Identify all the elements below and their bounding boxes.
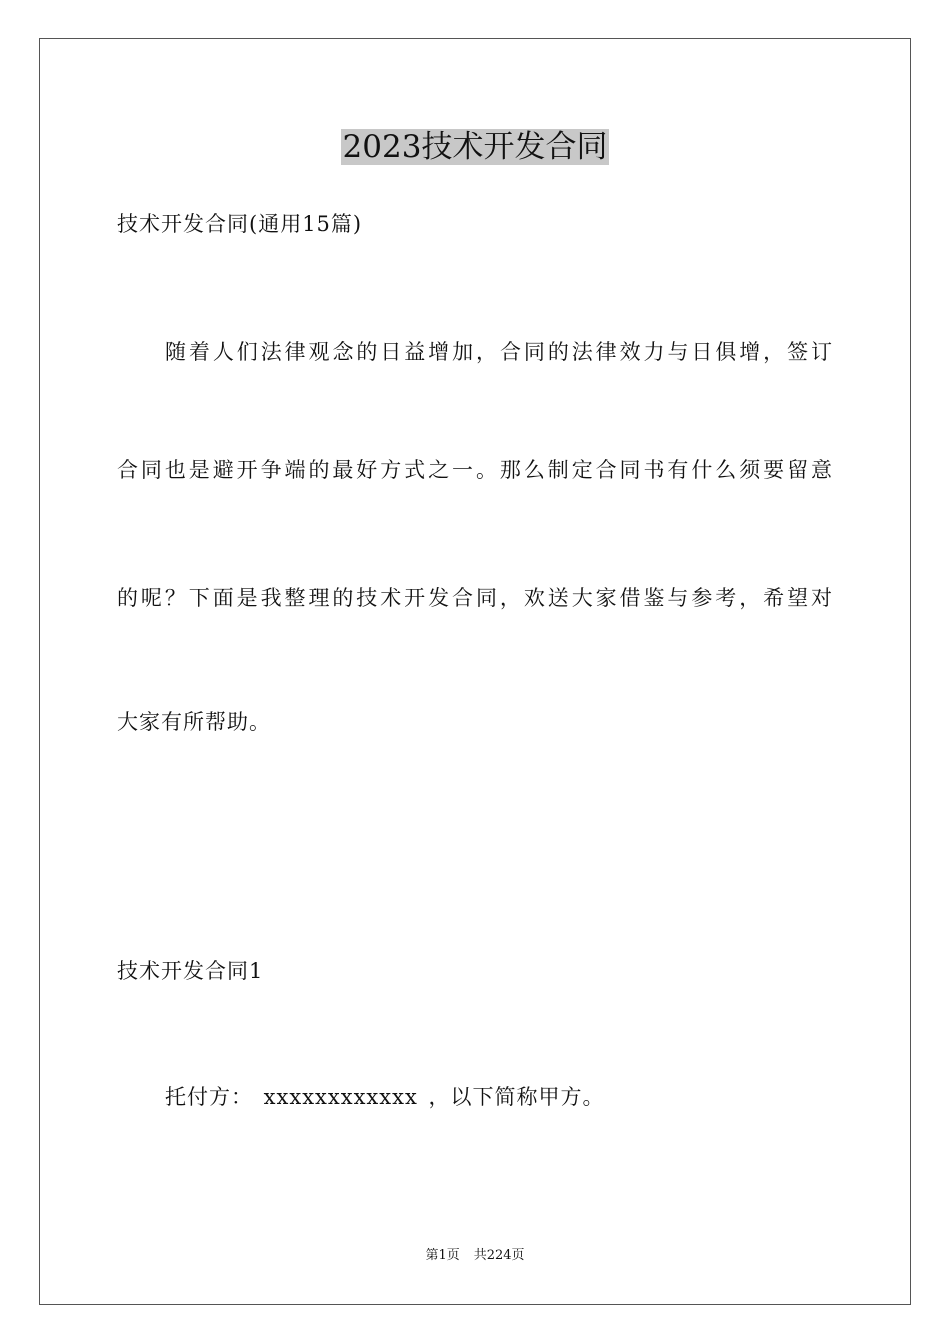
page-footer [0, 1247, 950, 1265]
section-heading: 技术开发合同1 [117, 959, 264, 983]
document-subtitle: 技术开发合同(通用15篇) [117, 212, 363, 236]
footer-page-current: 第1页 [425, 1248, 460, 1263]
document-title-text: 2023技术开发合同 [342, 129, 608, 165]
document-title [0, 127, 950, 167]
client-line: 托付方： xxxxxxxxxxxx ，以下简称甲方。 [165, 1085, 605, 1109]
footer-page-total: 共224页 [473, 1248, 525, 1263]
intro-paragraph-line-4: 大家有所帮助。 [117, 710, 271, 734]
intro-paragraph-line-1: 随着人们法律观念的日益增加，合同的法律效力与日俱增，签订 [165, 340, 833, 364]
intro-paragraph-line-2: 合同也是避开争端的最好方式之一。那么制定合同书有什么须要留意 [117, 458, 833, 482]
intro-paragraph-line-3: 的呢？下面是我整理的技术开发合同，欢送大家借鉴与参考，希望对 [117, 586, 833, 610]
